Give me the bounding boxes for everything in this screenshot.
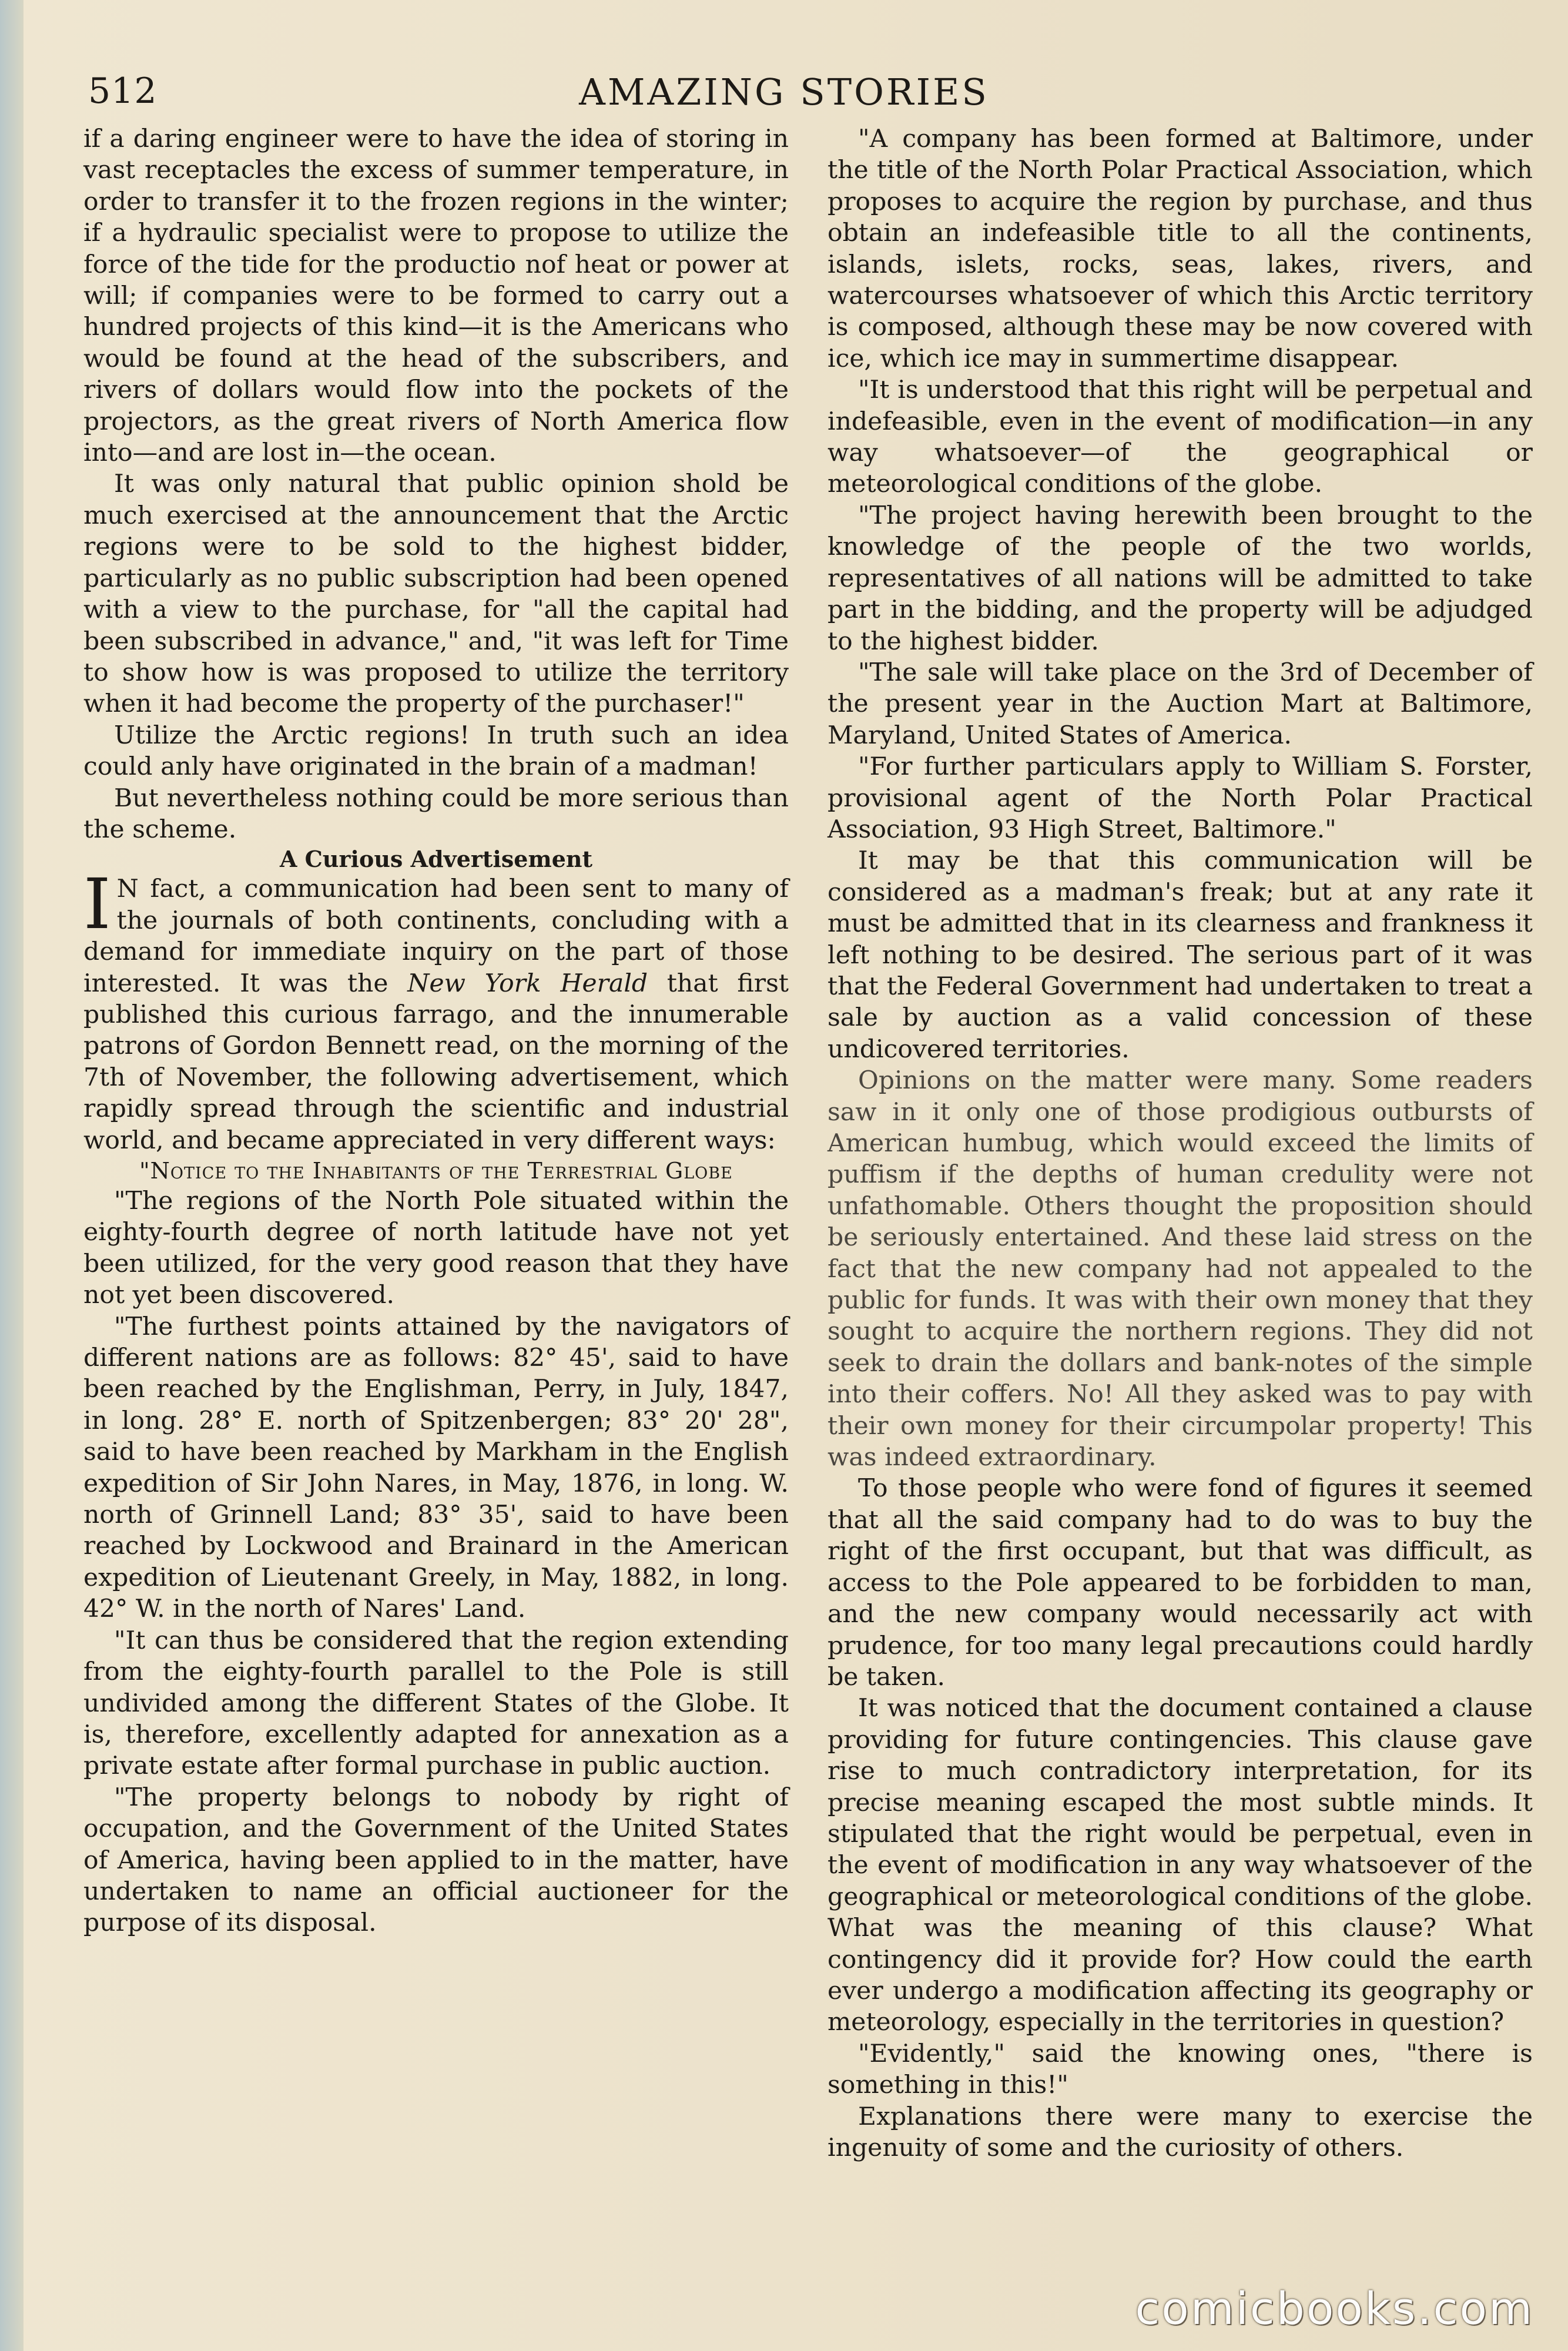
left-column: [83, 123, 789, 1939]
paragraph: "The property belongs to nobody by right of occupation, and the Government of the United States of America, having been applied to in the matter, have undertaken to name an official auctioneer for the purpose of its disposal.: [83, 1783, 789, 1938]
paragraph: It may be that this communication will be considered as a madman's freak; but at any rate it must be admitted that in its clearness and frankness it left nothing to be desired. The serious part of it was that the Federal Government had undertaken to treat a sale by auction as a valid concession of these undicovered territories.: [827, 846, 1533, 1064]
paragraph: "The regions of the North Pole situated within the eighty-fourth degree of north latitude have not yet been utilized, for the very good reason that they have not yet been discovered.: [83, 1187, 789, 1310]
page-number: 512: [88, 71, 158, 112]
paragraph-text: that first published this curious farrago, and the innumerable patrons of Gordon Bennett read, on the morning of the 7th of November, the following advertisement, which rapidly spread through the scientific and industrial world, and became appreciated in very different ways:: [83, 969, 789, 1155]
paragraph: It was only natural that public opinion shold be much exercised at the announcement that the Arctic regions were to be sold to the highest bidder, particularly as no public subscription had been opened with a view to the purchase, for "all the capital had been subscribed in advance," and, "it was left for Time to show how is was proposed to utilize the territory when it had become the property of the purchaser!": [83, 470, 789, 719]
drop-cap-letter: I: [83, 863, 111, 945]
paragraph: if a daring engineer were to have the idea of storing in vast receptacles the excess of summer temperature, in order to transfer it to the frozen regions in the winter; if a hydraulic specialist were to propose to utilize the force of the tide for the productio nof heat or power at will; if companies were to be formed to carry out a hundred projects of this kind—it is the Americans who would be found at the head of the subscribers, and rivers of dollars would flow into the pockets of the projectors, as the great rivers of North America flow into—and are lost in—the ocean.: [83, 125, 789, 468]
paragraph: "The project having herewith been brought to the knowledge of the people of the two worlds, representatives of all nations will be admitted to take part in the bidding, and the property will be adjudged to the highest bidder.: [827, 501, 1533, 656]
paragraph: But nevertheless nothing could be more serious than the scheme.: [83, 783, 789, 844]
section-subhead: A Curious Advertisement: [279, 846, 593, 873]
paragraph: "It can thus be considered that the region extending from the eighty-fourth parallel to the Pole is still undivided among the different States of the Globe. It is, therefore, excellently adapted for annexation as a private estate after formal purchase in public auction.: [83, 1626, 789, 1781]
page-header: [0, 65, 1568, 118]
notice-title: "Notice to the Inhabitants of the Terrestrial Globe: [139, 1158, 733, 1184]
paragraph: Explanations there were many to exercise the ingenuity of some and the curiosity of others.: [827, 2102, 1533, 2162]
paragraph: "The furthest points attained by the navigators of different nations are as follows: 82° 45', said to have been reached by the Englishman, Perry, in July, 1847, in long. 28° E. north of Spitzenbergen; 83° 20' 28", said to have been reached by Markham in the English expedition of Sir John Nares, in May, 1876, in long. W. north of Grinnell Land; 83° 35', said to have been reached by Lockwood and Brainard in the American expedition of Lieutenant Greely, in May, 1882, in long. 42° W. in the north of Nares' Land.: [83, 1312, 789, 1624]
right-column: [827, 123, 1533, 2164]
paragraph: "Evidently," said the knowing ones, "there is something in this!": [827, 2039, 1533, 2100]
watermark: comicbooks.com: [1135, 2282, 1534, 2335]
paragraph: It was noticed that the document contained a clause providing for future contingencies. This clause gave rise to much contradictory interpretation, for its precise meaning escaped the most subtle minds. It stipulated that the right would be perpetual, even in the event of modification in any way whatsoever of the geographical or meteorological conditions of the globe. What was the meaning of this clause? What contingency did it provide for? How could the earth ever undergo a modification affecting its geography or meteorology, especially in the territories in question?: [827, 1694, 1533, 2037]
paragraph-dropcap: [83, 863, 789, 1156]
paragraph: To those people who were fond of figures it seemed that all the said company had to do was to buy the right of the first occupant, but that was difficult, as access to the Pole appeared to be forbidden to man, and the new company would necessarily act with prudence, for too many legal precautions could hardly be taken.: [827, 1474, 1533, 1692]
paragraph: "It is understood that this right will be perpetual and indefeasible, even in the event of modification—in any way whatsoever—of the geographical or meteorological conditions of the globe.: [827, 376, 1533, 499]
paragraph-text: N fact, a communication had been sent to many of the journals of both continents, concluding with a demand for immediate inquiry on the part of those interested. It was the: [83, 875, 789, 998]
paragraph: Opinions on the matter were many. Some readers saw in it only one of those prodigious outbursts of American humbug, which would exceed the limits of puffism if the depths of human credulity were not unfathomable. Others thought the proposition should be seriously entertained. And these laid stress on the fact that the new company had not appealed to the public for funds. It was with their own money that they sought to acquire the northern regions. They did not seek to drain the dollars and bank-notes of the simple into their coffers. No! All they asked was to pay with their own money for their circumpolar property! This was indeed extraordinary.: [827, 1066, 1533, 1472]
running-head: AMAZING STORIES: [579, 71, 989, 113]
paragraph: "The sale will take place on the 3rd of December of the present year in the Auction Mart at Baltimore, Maryland, United States of America.: [827, 658, 1533, 750]
paragraph: Utilize the Arctic regions! In truth such an idea could anly have originated in the brain of a madman!: [83, 721, 789, 782]
page-edge: [0, 0, 24, 2351]
paragraph: "A company has been formed at Baltimore, under the title of the North Polar Practical Association, which proposes to acquire the region by purchase, and thus obtain an indefeasible title to all the continents, islands, islets, rocks, seas, lakes, rivers, and watercourses whatsoever of which this Arctic territory is composed, although these may be now covered with ice, which ice may in summertime disappear.: [827, 125, 1533, 373]
paragraph: "For further particulars apply to William S. Forster, provisional agent of the North Polar Practical Association, 93 High Street, Baltimore.": [827, 752, 1533, 844]
newspaper-title: New York Herald: [407, 969, 648, 998]
